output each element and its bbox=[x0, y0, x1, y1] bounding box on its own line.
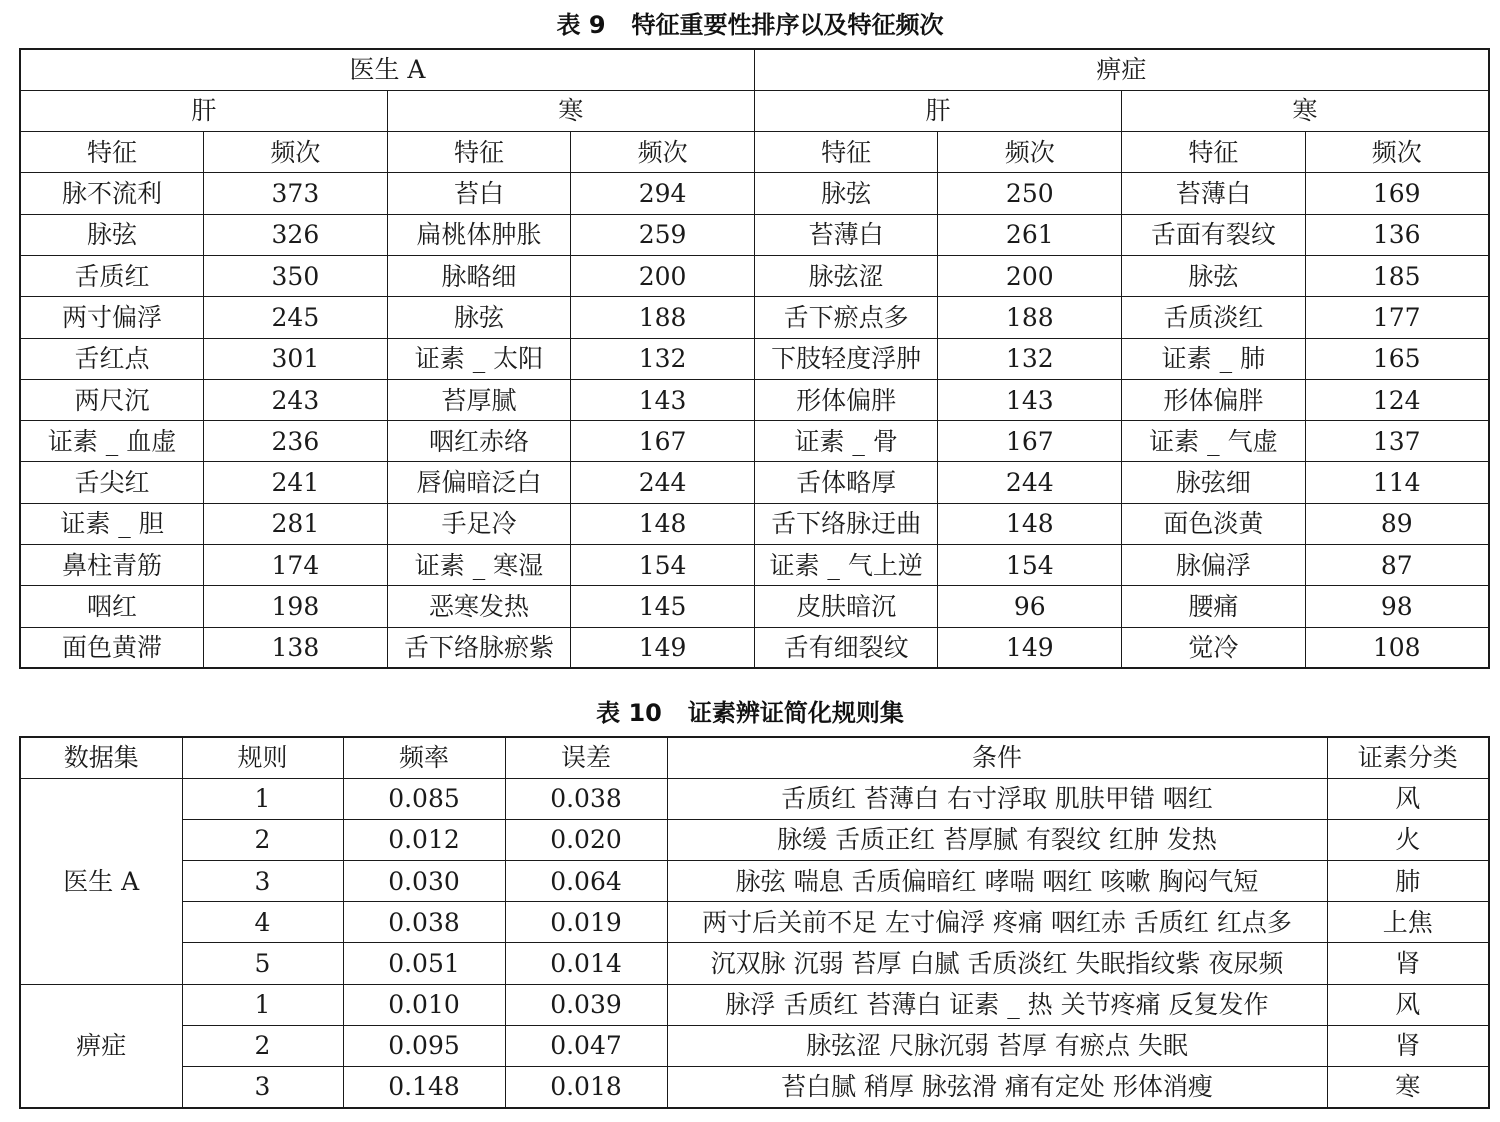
frequency-cell: 294 bbox=[571, 173, 755, 214]
frequency-cell: 0.038 bbox=[343, 902, 505, 943]
simplified-rules-table bbox=[19, 736, 1490, 1109]
feature-cell: 脉略细 bbox=[387, 255, 571, 296]
frequency-cell: 148 bbox=[938, 503, 1122, 544]
table-row bbox=[20, 1067, 1489, 1108]
table-row bbox=[20, 421, 1489, 462]
frequency-cell: 0.030 bbox=[343, 861, 505, 902]
frequency-cell: 326 bbox=[204, 214, 388, 255]
feature-cell: 证素 _ 肺 bbox=[1122, 338, 1306, 379]
frequency-cell: 301 bbox=[204, 338, 388, 379]
table-9-caption bbox=[0, 10, 1500, 40]
frequency-cell: 114 bbox=[1305, 462, 1489, 503]
feature-cell: 腰痛 bbox=[1122, 586, 1306, 627]
feature-cell: 舌下络脉迂曲 bbox=[754, 503, 938, 544]
condition-cell: 沉双脉 沉弱 苔厚 白腻 舌质淡红 失眠指纹紫 夜尿频 bbox=[667, 943, 1327, 984]
feature-cell: 面色黄滞 bbox=[20, 627, 204, 668]
error-cell: 0.039 bbox=[505, 984, 667, 1025]
frequency-cell: 87 bbox=[1305, 545, 1489, 586]
frequency-cell: 198 bbox=[204, 586, 388, 627]
feature-cell: 脉弦 bbox=[754, 173, 938, 214]
column-header-cell: 特征 bbox=[754, 132, 938, 173]
feature-cell: 鼻柱青筋 bbox=[20, 545, 204, 586]
column-header-cell: 条件 bbox=[667, 737, 1327, 778]
frequency-cell: 149 bbox=[938, 627, 1122, 668]
condition-cell: 脉浮 舌质红 苔薄白 证素 _ 热 关节疼痛 反复发作 bbox=[667, 984, 1327, 1025]
frequency-cell: 169 bbox=[1305, 173, 1489, 214]
feature-cell: 形体偏胖 bbox=[1122, 379, 1306, 420]
rule-number-cell: 1 bbox=[182, 984, 343, 1025]
column-header-cell: 频次 bbox=[571, 132, 755, 173]
column-header-cell: 频率 bbox=[343, 737, 505, 778]
rule-number-cell: 5 bbox=[182, 943, 343, 984]
frequency-cell: 250 bbox=[938, 173, 1122, 214]
feature-cell: 咽红赤络 bbox=[387, 421, 571, 462]
feature-cell: 舌有细裂纹 bbox=[754, 627, 938, 668]
frequency-cell: 98 bbox=[1305, 586, 1489, 627]
frequency-cell: 0.148 bbox=[343, 1067, 505, 1108]
syndrome-class-cell: 风 bbox=[1327, 778, 1489, 819]
column-header-cell: 特征 bbox=[1122, 132, 1306, 173]
feature-cell: 舌红点 bbox=[20, 338, 204, 379]
table-row bbox=[20, 462, 1489, 503]
feature-cell: 下肢轻度浮肿 bbox=[754, 338, 938, 379]
table-row bbox=[20, 1025, 1489, 1066]
table-row bbox=[20, 902, 1489, 943]
feature-cell: 扁桃体肿胀 bbox=[387, 214, 571, 255]
table-10-number: 表 10 bbox=[596, 699, 662, 727]
rule-number-cell: 1 bbox=[182, 778, 343, 819]
feature-cell: 证素 _ 气上逆 bbox=[754, 545, 938, 586]
column-header-cell: 特征 bbox=[387, 132, 571, 173]
error-cell: 0.020 bbox=[505, 819, 667, 860]
frequency-cell: 261 bbox=[938, 214, 1122, 255]
frequency-cell: 241 bbox=[204, 462, 388, 503]
feature-cell: 证素 _ 太阳 bbox=[387, 338, 571, 379]
table-row bbox=[20, 586, 1489, 627]
feature-cell: 苔薄白 bbox=[1122, 173, 1306, 214]
frequency-cell: 188 bbox=[938, 297, 1122, 338]
condition-cell: 苔白腻 稍厚 脉弦滑 痛有定处 形体消瘦 bbox=[667, 1067, 1327, 1108]
frequency-cell: 154 bbox=[571, 545, 755, 586]
syndrome-class-cell: 上焦 bbox=[1327, 902, 1489, 943]
feature-cell: 证素 _ 气虚 bbox=[1122, 421, 1306, 462]
table-9-number: 表 9 bbox=[556, 11, 606, 39]
subgroup-header-cell: 寒 bbox=[1122, 90, 1489, 131]
table-row bbox=[20, 338, 1489, 379]
frequency-cell: 167 bbox=[571, 421, 755, 462]
table-row bbox=[20, 984, 1489, 1025]
feature-cell: 脉弦 bbox=[1122, 255, 1306, 296]
table-row bbox=[20, 255, 1489, 296]
frequency-cell: 0.051 bbox=[343, 943, 505, 984]
group-header-cell: 医生 A bbox=[20, 49, 754, 90]
table-row bbox=[20, 943, 1489, 984]
frequency-cell: 0.010 bbox=[343, 984, 505, 1025]
feature-cell: 脉弦 bbox=[20, 214, 204, 255]
subgroup-header-cell: 肝 bbox=[20, 90, 387, 131]
feature-cell: 苔薄白 bbox=[754, 214, 938, 255]
feature-cell: 舌下络脉瘀紫 bbox=[387, 627, 571, 668]
column-header-cell: 特征 bbox=[20, 132, 204, 173]
column-header-cell: 数据集 bbox=[20, 737, 182, 778]
frequency-cell: 143 bbox=[938, 379, 1122, 420]
subgroup-header-row bbox=[20, 90, 1489, 131]
frequency-cell: 236 bbox=[204, 421, 388, 462]
syndrome-class-cell: 肾 bbox=[1327, 943, 1489, 984]
table-10-caption bbox=[0, 698, 1500, 728]
feature-cell: 面色淡黄 bbox=[1122, 503, 1306, 544]
syndrome-class-cell: 肺 bbox=[1327, 861, 1489, 902]
table-row bbox=[20, 778, 1489, 819]
rule-number-cell: 2 bbox=[182, 1025, 343, 1066]
rule-number-cell: 3 bbox=[182, 861, 343, 902]
group-header-row bbox=[20, 49, 1489, 90]
feature-cell: 形体偏胖 bbox=[754, 379, 938, 420]
feature-cell: 证素 _ 血虚 bbox=[20, 421, 204, 462]
frequency-cell: 108 bbox=[1305, 627, 1489, 668]
feature-cell: 舌下瘀点多 bbox=[754, 297, 938, 338]
frequency-cell: 185 bbox=[1305, 255, 1489, 296]
frequency-cell: 136 bbox=[1305, 214, 1489, 255]
condition-cell: 脉弦 喘息 舌质偏暗红 哮喘 咽红 咳嗽 胸闷气短 bbox=[667, 861, 1327, 902]
table-9-title: 特征重要性排序以及特征频次 bbox=[631, 11, 944, 39]
condition-cell: 舌质红 苔薄白 右寸浮取 肌肤甲错 咽红 bbox=[667, 778, 1327, 819]
feature-cell: 舌质淡红 bbox=[1122, 297, 1306, 338]
feature-cell: 脉弦涩 bbox=[754, 255, 938, 296]
feature-frequency-table bbox=[19, 48, 1490, 669]
feature-cell: 唇偏暗泛白 bbox=[387, 462, 571, 503]
frequency-cell: 350 bbox=[204, 255, 388, 296]
frequency-cell: 259 bbox=[571, 214, 755, 255]
column-header-cell: 频次 bbox=[1305, 132, 1489, 173]
column-header-cell: 规则 bbox=[182, 737, 343, 778]
column-header-row bbox=[20, 132, 1489, 173]
column-header-cell: 证素分类 bbox=[1327, 737, 1489, 778]
feature-cell: 脉不流利 bbox=[20, 173, 204, 214]
error-cell: 0.064 bbox=[505, 861, 667, 902]
frequency-cell: 244 bbox=[571, 462, 755, 503]
subgroup-header-cell: 寒 bbox=[387, 90, 754, 131]
frequency-cell: 96 bbox=[938, 586, 1122, 627]
group-header-cell: 痹症 bbox=[754, 49, 1488, 90]
rule-number-cell: 4 bbox=[182, 902, 343, 943]
feature-cell: 证素 _ 胆 bbox=[20, 503, 204, 544]
frequency-cell: 137 bbox=[1305, 421, 1489, 462]
rule-number-cell: 3 bbox=[182, 1067, 343, 1108]
syndrome-class-cell: 火 bbox=[1327, 819, 1489, 860]
condition-cell: 脉弦涩 尺脉沉弱 苔厚 有瘀点 失眠 bbox=[667, 1025, 1327, 1066]
table-row bbox=[20, 379, 1489, 420]
frequency-cell: 0.095 bbox=[343, 1025, 505, 1066]
feature-cell: 舌质红 bbox=[20, 255, 204, 296]
column-header-cell: 频次 bbox=[204, 132, 388, 173]
frequency-cell: 132 bbox=[938, 338, 1122, 379]
frequency-cell: 188 bbox=[571, 297, 755, 338]
condition-cell: 脉缓 舌质正红 苔厚腻 有裂纹 红肿 发热 bbox=[667, 819, 1327, 860]
frequency-cell: 167 bbox=[938, 421, 1122, 462]
feature-cell: 两尺沉 bbox=[20, 379, 204, 420]
frequency-cell: 89 bbox=[1305, 503, 1489, 544]
dataset-cell: 痹症 bbox=[20, 984, 182, 1108]
subgroup-header-cell: 肝 bbox=[754, 90, 1121, 131]
syndrome-class-cell: 风 bbox=[1327, 984, 1489, 1025]
syndrome-class-cell: 寒 bbox=[1327, 1067, 1489, 1108]
frequency-cell: 0.085 bbox=[343, 778, 505, 819]
feature-cell: 恶寒发热 bbox=[387, 586, 571, 627]
frequency-cell: 132 bbox=[571, 338, 755, 379]
feature-cell: 皮肤暗沉 bbox=[754, 586, 938, 627]
table-10-title: 证素辨证简化规则集 bbox=[687, 699, 904, 727]
feature-cell: 证素 _ 骨 bbox=[754, 421, 938, 462]
table-row bbox=[20, 214, 1489, 255]
frequency-cell: 149 bbox=[571, 627, 755, 668]
frequency-cell: 174 bbox=[204, 545, 388, 586]
feature-cell: 舌面有裂纹 bbox=[1122, 214, 1306, 255]
error-cell: 0.018 bbox=[505, 1067, 667, 1108]
frequency-cell: 124 bbox=[1305, 379, 1489, 420]
feature-cell: 脉弦 bbox=[387, 297, 571, 338]
frequency-cell: 200 bbox=[571, 255, 755, 296]
feature-cell: 咽红 bbox=[20, 586, 204, 627]
feature-cell: 脉弦细 bbox=[1122, 462, 1306, 503]
feature-cell: 两寸偏浮 bbox=[20, 297, 204, 338]
condition-cell: 两寸后关前不足 左寸偏浮 疼痛 咽红赤 舌质红 红点多 bbox=[667, 902, 1327, 943]
frequency-cell: 165 bbox=[1305, 338, 1489, 379]
feature-cell: 手足冷 bbox=[387, 503, 571, 544]
table-row bbox=[20, 819, 1489, 860]
error-cell: 0.014 bbox=[505, 943, 667, 984]
syndrome-class-cell: 肾 bbox=[1327, 1025, 1489, 1066]
frequency-cell: 145 bbox=[571, 586, 755, 627]
frequency-cell: 245 bbox=[204, 297, 388, 338]
column-header-cell: 误差 bbox=[505, 737, 667, 778]
frequency-cell: 243 bbox=[204, 379, 388, 420]
feature-cell: 觉冷 bbox=[1122, 627, 1306, 668]
feature-cell: 苔白 bbox=[387, 173, 571, 214]
frequency-cell: 0.012 bbox=[343, 819, 505, 860]
table-row bbox=[20, 861, 1489, 902]
rule-number-cell: 2 bbox=[182, 819, 343, 860]
table-row bbox=[20, 627, 1489, 668]
frequency-cell: 281 bbox=[204, 503, 388, 544]
table-row bbox=[20, 297, 1489, 338]
column-header-row bbox=[20, 737, 1489, 778]
frequency-cell: 154 bbox=[938, 545, 1122, 586]
frequency-cell: 200 bbox=[938, 255, 1122, 296]
error-cell: 0.047 bbox=[505, 1025, 667, 1066]
frequency-cell: 143 bbox=[571, 379, 755, 420]
error-cell: 0.038 bbox=[505, 778, 667, 819]
dataset-cell: 医生 A bbox=[20, 778, 182, 984]
frequency-cell: 148 bbox=[571, 503, 755, 544]
feature-cell: 舌尖红 bbox=[20, 462, 204, 503]
frequency-cell: 244 bbox=[938, 462, 1122, 503]
table-row bbox=[20, 173, 1489, 214]
column-header-cell: 频次 bbox=[938, 132, 1122, 173]
feature-cell: 苔厚腻 bbox=[387, 379, 571, 420]
table-row bbox=[20, 545, 1489, 586]
feature-cell: 舌体略厚 bbox=[754, 462, 938, 503]
table-row bbox=[20, 503, 1489, 544]
frequency-cell: 177 bbox=[1305, 297, 1489, 338]
frequency-cell: 373 bbox=[204, 173, 388, 214]
frequency-cell: 138 bbox=[204, 627, 388, 668]
feature-cell: 证素 _ 寒湿 bbox=[387, 545, 571, 586]
feature-cell: 脉偏浮 bbox=[1122, 545, 1306, 586]
error-cell: 0.019 bbox=[505, 902, 667, 943]
